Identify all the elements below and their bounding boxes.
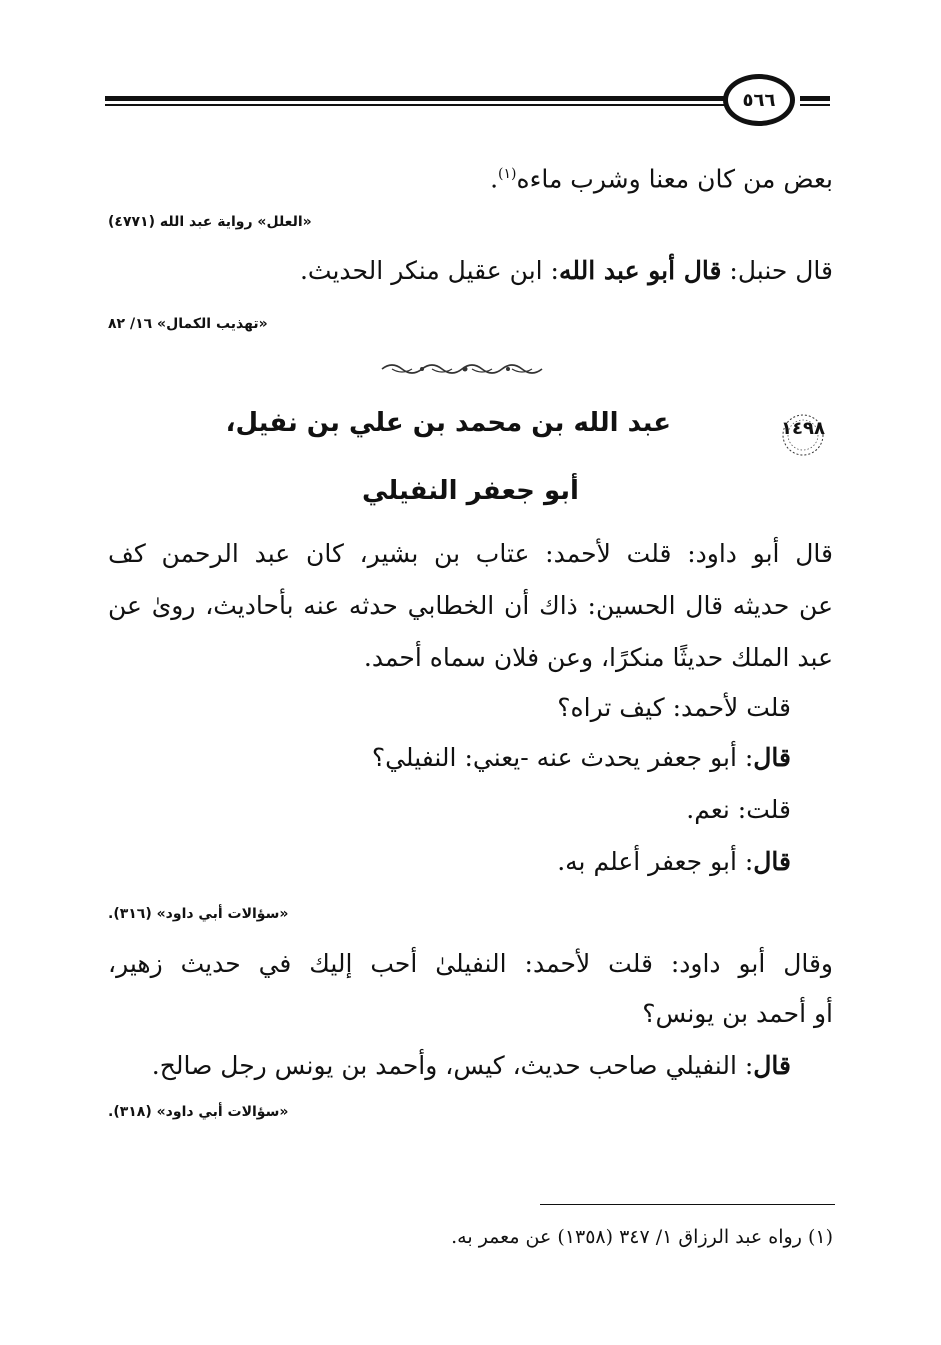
dialogue-line: قال: أبو جعفر أعلم به. (557, 847, 791, 876)
entry-number: ١٤٩٨ (781, 418, 825, 439)
text-line: أو أحمد بن يونس؟ (642, 999, 833, 1028)
ornament-divider (380, 361, 550, 377)
footnote: (١) رواه عبد الرزاق ١/ ٣٤٧ (١٣٥٨) عن معمر به. (451, 1226, 833, 1248)
text-line: عبد الملك حديثًا منكرًا، وعن فلان سماه أحمد. (363, 643, 833, 672)
dialogue-line: قلت لأحمد: كيف تراه؟ (557, 693, 791, 722)
footnote-rule (540, 1204, 835, 1205)
header-rule (105, 96, 730, 101)
footnote-ref: (١) (498, 166, 517, 182)
entry-title: عبد الله بن محمد بن علي بن نفيل، (225, 408, 671, 438)
text-line: قال أبو داود: قلت لأحمد: عتاب بن بشير، كان عبد الرحمن كف (108, 539, 833, 568)
header-rule-tail (800, 96, 830, 101)
source-citation: «سؤالات أبي داود» (٣١٨). (108, 1104, 289, 1120)
dialogue-line: قلت: نعم. (686, 795, 791, 824)
source-citation: «تهذيب الكمال» ١٦/ ٨٢ (108, 316, 268, 332)
text-line: بعض من كان معنا وشرب ماءه$^{(١)}$. (490, 164, 833, 194)
entry-subtitle: أبو جعفر النفيلي (362, 476, 579, 506)
header-rule-thin (105, 104, 730, 106)
dialogue-line: قال: النفيلي صاحب حديث، كيس، وأحمد بن يونس رجل صالح. (151, 1051, 791, 1080)
page-number: ٥٦٦ (723, 74, 795, 126)
text-line: عن حديثه قال الحسين: ذاك أن الخطابي حدثه عنه بأحاديث، روىٰ عن (108, 591, 833, 620)
source-citation: «سؤالات أبي داود» (٣١٦). (108, 906, 289, 922)
text-line: قال حنبل: قال أبو عبد الله: ابن عقيل منكر الحديث. (299, 256, 833, 285)
footnote-marker: (١) (807, 1226, 833, 1248)
source-citation: «العلل» رواية عبد الله (٤٧٧١) (108, 214, 312, 230)
dialogue-line: قال: أبو جعفر يحدث عنه -يعني: النفيلي؟ (371, 743, 791, 772)
header-rule-tail-thin (800, 104, 830, 106)
text-line: وقال أبو داود: قلت لأحمد: النفيلىٰ أحب إليك في حديث زهير، (108, 949, 833, 978)
